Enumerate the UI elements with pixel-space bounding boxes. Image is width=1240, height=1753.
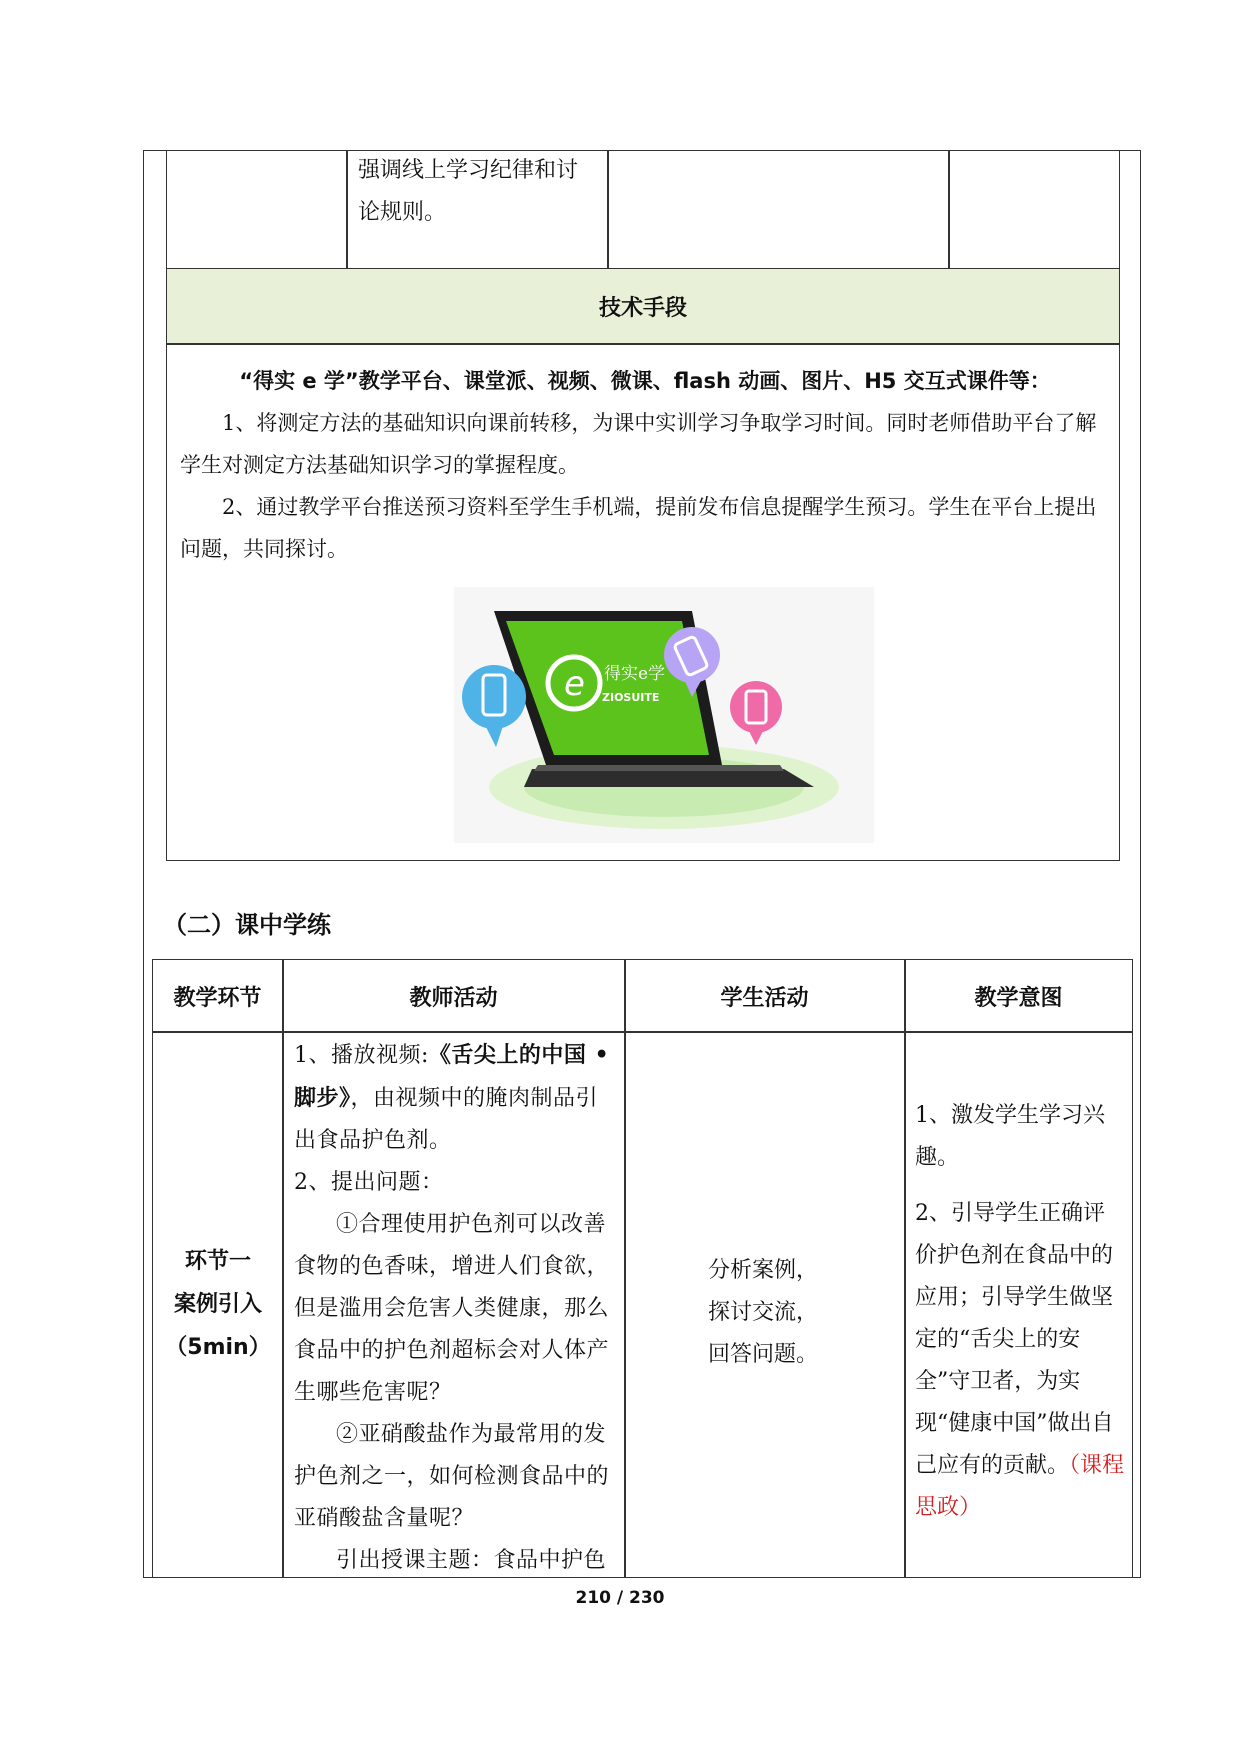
col-divider [607, 150, 609, 269]
teacher-activity: 1、播放视频:《舌尖上的中国 •脚步》，由视频中的腌肉制品引出食品护色剂。 2、提出问题： ①合理使用护色剂可以改善食物的色香味，增进人们食欲，但是滥用会危害人类健康，那么食品中的护色剂超标会对人体产生哪些危害呢？ ②亚硝酸盐作为最常用的发护色剂之一，如何检测食品中的亚硝酸盐含量呢？ 引出授课主题：食品中护色 [294, 1042, 610, 1573]
laptop-illustration [454, 587, 874, 843]
col-divider [346, 150, 348, 269]
tech-heading: 技术手段 [167, 269, 1119, 343]
tech-body [180, 360, 1110, 570]
logo-cn-text: 得实e学 [604, 664, 666, 684]
col-divider [948, 150, 950, 269]
logo-en-text: ZIOSUITE [602, 691, 660, 704]
stage-cell: 环节一 案例引入 （5min） [165, 1249, 271, 1360]
student-activity: 分析案例， 探讨交流， 回答问题。 [708, 1258, 819, 1367]
tech-lead: “得实 e 学”教学平台、课堂派、视频、微课、flash 动画、图片、H5 交互式课件等： [239, 369, 1051, 393]
tech-paragraph-1: 1、将测定方法的基础知识向课前转移，为课中实训学习争取学习时间。同时老师借助平台了解学生对测定方法基础知识学习的掌握程度。 [180, 411, 1097, 477]
col-divider [624, 959, 626, 1578]
header-student: 学生活动 [720, 985, 809, 1011]
tech-paragraph-2: 2、通过教学平台推送预习资料至学生手机端，提前发布信息提醒学生预习。学生在平台上提出问题，共同探讨。 [180, 495, 1097, 561]
teaching-intent: 1、激发学生学习兴趣。 2、引导学生正确评价护色剂在食品中的应用；引导学生做坚定的“舌尖上的安全”守卫者，为实现“健康中国”做出自己应有的贡献。（课程思政） [915, 1103, 1125, 1520]
header-stage: 教学环节 [173, 985, 262, 1011]
top-row-text: 强调线上学习纪律和讨 论规则。 [358, 158, 579, 225]
col-divider [904, 959, 906, 1578]
header-teacher: 教师活动 [409, 985, 498, 1011]
row-divider [166, 343, 1120, 345]
section-title: （二）课中学练 [163, 911, 331, 939]
page-number: 210 / 230 [575, 1588, 665, 1608]
svg-text:e: e [564, 664, 585, 704]
header-intent: 教学意图 [974, 985, 1063, 1011]
